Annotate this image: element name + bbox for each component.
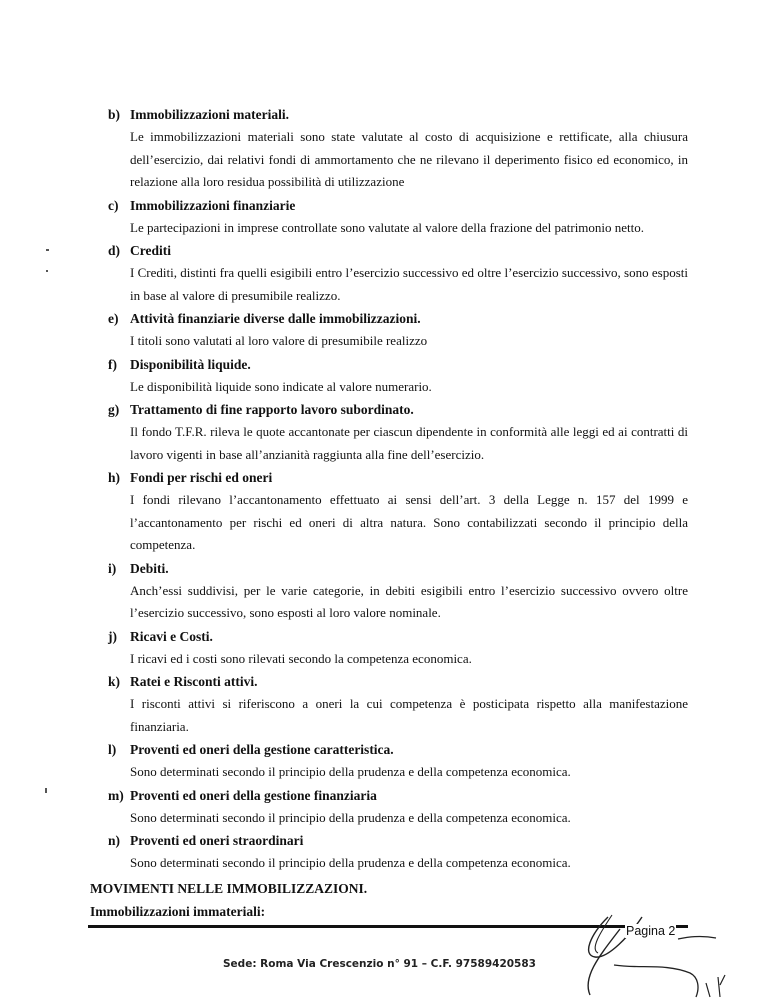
section-heading xyxy=(108,785,688,807)
section-body: Sono determinati secondo il principio della prudenza e della competenza economica. xyxy=(130,764,571,779)
section-title: Disponibilità liquide. xyxy=(130,356,251,372)
section-body: I Crediti, distinti fra quelli esigibili entro l’esercizio successivo ed oltre l’esercizio successivo, sono esposti in base al valore di presumibile realizzo. xyxy=(130,265,688,303)
section-title: Trattamento di fine rapporto lavoro subordinato. xyxy=(130,402,414,417)
accounting-criteria-list xyxy=(108,104,688,876)
section-letter: g) xyxy=(108,402,120,417)
section-title: Proventi ed oneri della gestione caratteristica. xyxy=(130,742,394,757)
criteria-section xyxy=(108,240,688,307)
section-body: Le disponibilità liquide sono indicate al valore numerario. xyxy=(130,378,432,394)
section-heading xyxy=(108,240,688,262)
margin-mark xyxy=(46,249,49,251)
section-body: Le immobilizzazioni materiali sono state valutate al costo di acquisizione e rettificate, alla chiusura dell’esercizio, dai relativi fondi di ammortamento che ne rilevano il deperimento fisico ed economico, in relazione alla loro residua possibilità di utilizzazione xyxy=(130,129,688,189)
section-heading xyxy=(108,467,688,489)
section-body: I fondi rilevano l’accantonamento effettuato ai sensi dell’art. 3 della Legge n. 157 del 1999 e l’accantonamento per rischi ed oneri di altra natura. Sono contabilizzati secondo il principio della competenza. xyxy=(130,492,688,552)
margin-mark xyxy=(45,788,47,793)
criteria-section xyxy=(108,399,688,466)
section-title: Fondi per rischi ed oneri xyxy=(130,470,273,485)
section-body: Il fondo T.F.R. rileva le quote accantonate per ciascun dipendente in conformità alle leggi ed ai contratti di lavoro vigenti in base all’anzianità raggiunta alla fine dell’esercizio. xyxy=(130,424,688,462)
page-number: Pagina 2 xyxy=(626,924,676,938)
section-body: Sono determinati secondo il principio della prudenza e della competenza economica. xyxy=(130,855,571,870)
section-heading xyxy=(108,104,688,126)
section-body: I risconti attivi si riferiscono a oneri la cui competenza è posticipata rispetto alla manifestazione finanziaria. xyxy=(130,696,688,734)
section-letter: d) xyxy=(108,243,121,258)
section-body: Sono determinati secondo il principio della prudenza e della competenza economica. xyxy=(130,809,571,825)
section-heading xyxy=(108,671,688,693)
section-heading xyxy=(108,399,688,421)
immobilizzazioni-immateriali-heading: Immobilizzazioni immateriali: xyxy=(90,904,266,919)
margin-mark xyxy=(46,270,48,272)
section-body: Anch’essi suddivisi, per le varie categorie, in debiti esigibili entro l’esercizio successivo ovvero oltre l’esercizio successivo, sono esposti al loro valore nominale. xyxy=(130,582,688,620)
criteria-section xyxy=(108,467,688,557)
section-letter: l) xyxy=(108,742,117,757)
section-title: Crediti xyxy=(130,243,171,258)
criteria-section xyxy=(108,354,688,399)
criteria-section xyxy=(108,830,688,875)
section-heading xyxy=(108,558,688,580)
criteria-section xyxy=(108,671,688,738)
section-letter: k) xyxy=(108,674,121,689)
section-title: Debiti. xyxy=(130,560,169,576)
section-letter: e) xyxy=(108,311,119,326)
section-title: Ratei e Risconti attivi. xyxy=(130,674,258,689)
section-heading xyxy=(108,354,688,376)
section-letter: f) xyxy=(108,356,117,372)
section-title: Immobilizzazioni finanziarie xyxy=(130,197,296,213)
section-heading xyxy=(108,626,688,648)
criteria-section xyxy=(108,739,688,784)
criteria-section xyxy=(108,785,688,830)
footer-address: Sede: Roma Via Crescenzio n° 91 – C.F. 97589420583 xyxy=(223,958,536,970)
criteria-section xyxy=(108,104,688,194)
section-heading xyxy=(108,830,688,852)
criteria-section xyxy=(108,195,688,240)
criteria-section xyxy=(108,558,688,625)
section-title: Proventi ed oneri straordinari xyxy=(130,833,304,848)
section-letter: c) xyxy=(108,197,119,213)
section-title: Attività finanziarie diverse dalle immobilizzazioni. xyxy=(130,311,421,326)
signature-icon xyxy=(560,905,740,1000)
section-heading xyxy=(108,195,688,217)
section-body: I ricavi ed i costi sono rilevati secondo la competenza economica. xyxy=(130,650,472,666)
section-heading xyxy=(108,308,688,330)
section-title: Proventi ed oneri della gestione finanziaria xyxy=(130,787,377,803)
section-letter: h) xyxy=(108,470,121,485)
section-letter: i) xyxy=(108,560,117,576)
section-body: I titoli sono valutati al loro valore di presumibile realizzo xyxy=(130,333,428,348)
movimenti-heading: MOVIMENTI NELLE IMMOBILIZZAZIONI. xyxy=(90,881,368,896)
criteria-section xyxy=(108,308,688,353)
criteria-section xyxy=(108,626,688,671)
section-title: Ricavi e Costi. xyxy=(130,628,213,644)
section-letter: m) xyxy=(108,787,124,803)
section-body: Le partecipazioni in imprese controllate sono valutate al valore della frazione del patrimonio netto. xyxy=(130,219,645,235)
section-title: Immobilizzazioni materiali. xyxy=(130,107,289,122)
section-letter: j) xyxy=(108,628,117,644)
section-letter: n) xyxy=(108,833,121,848)
section-letter: b) xyxy=(108,107,121,122)
section-heading xyxy=(108,739,688,761)
